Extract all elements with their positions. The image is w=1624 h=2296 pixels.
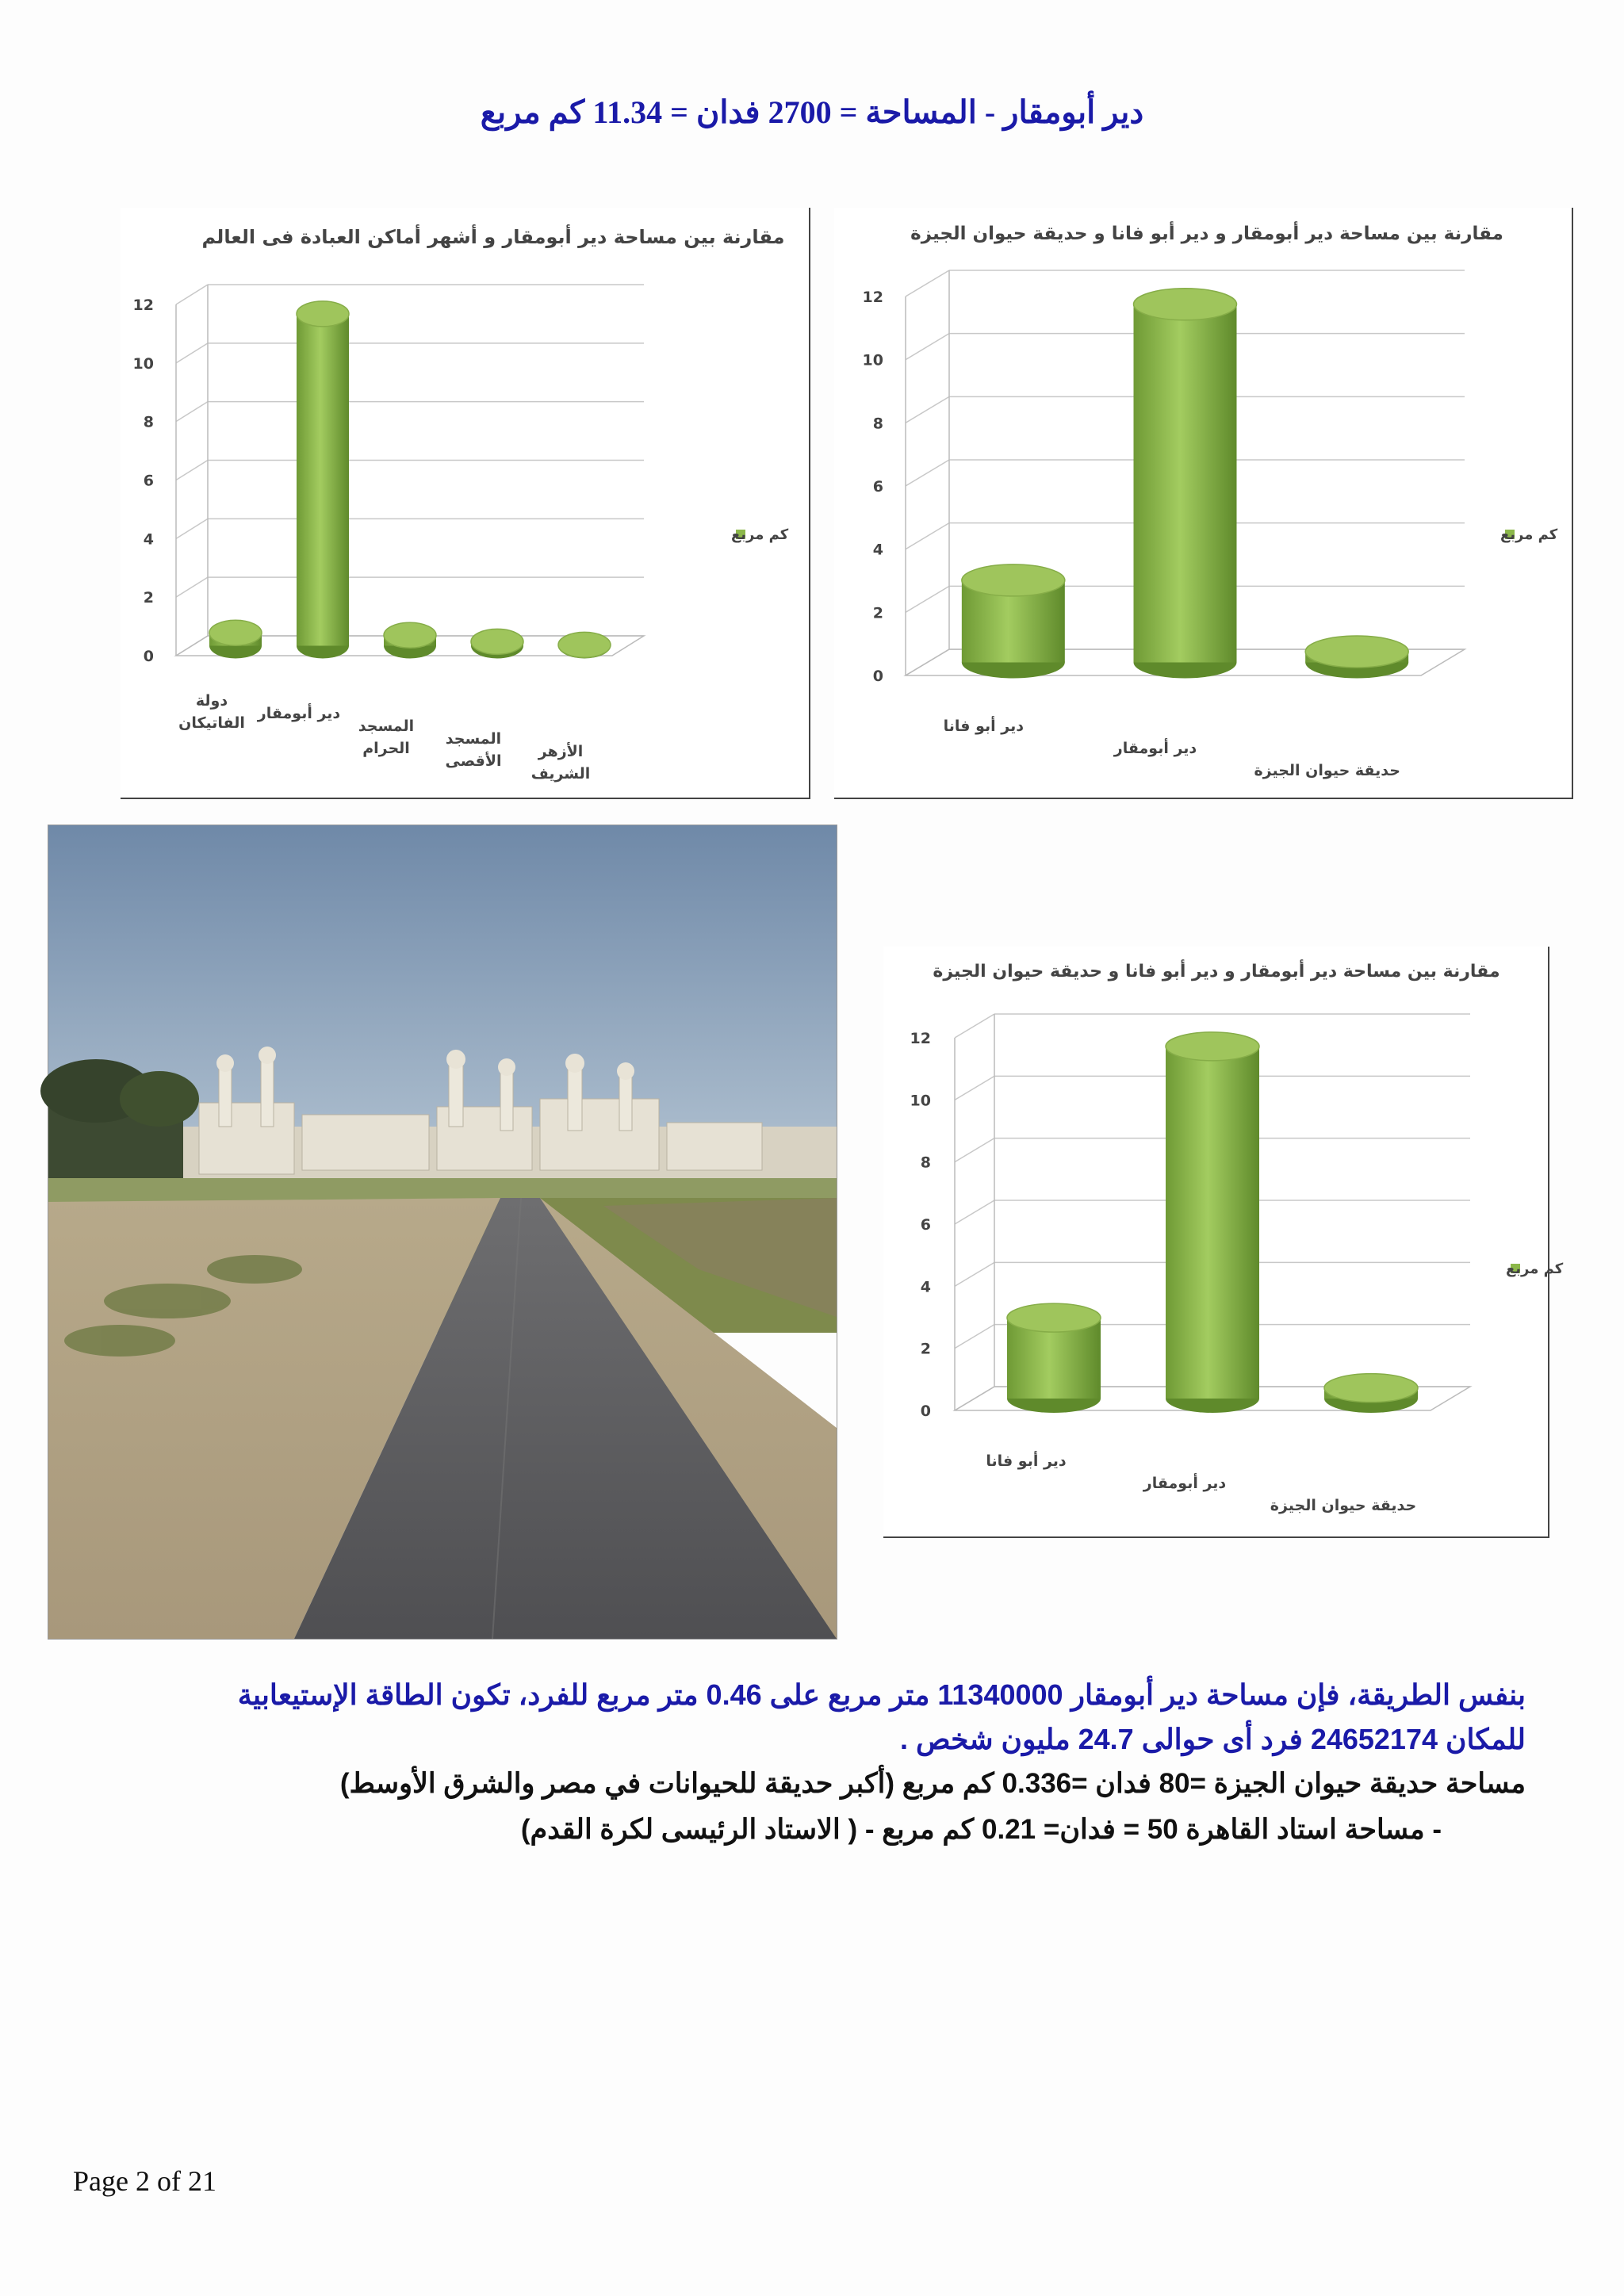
gridline-side <box>955 1325 994 1349</box>
chart-title: مقارنة بين مساحة دير أبومقار و دير أبو فانا و حديقة حيوان الجيزة <box>933 962 1500 982</box>
bar-top <box>384 622 436 648</box>
y-tick-label: 2 <box>872 604 883 622</box>
bar-top <box>471 629 523 654</box>
category-label: المسجد <box>445 730 502 748</box>
y-tick-label: 10 <box>132 354 154 373</box>
gridline-side <box>176 285 208 304</box>
gridline-side <box>955 1262 994 1286</box>
category-label: دير أبومقار <box>1143 1475 1227 1492</box>
y-tick-label: 4 <box>143 530 154 549</box>
chart-svg-2 <box>834 208 1572 798</box>
y-tick-label: 6 <box>143 472 154 490</box>
page-heading: دير أبومقار - المساحة = 2700 فدان = 11.34 كم مربع <box>480 94 1144 130</box>
y-tick-label: 10 <box>862 351 883 369</box>
gridline-side <box>906 586 949 612</box>
category-label: دير أبومقار <box>257 705 341 722</box>
chart-monasteries-zoo <box>834 208 1573 799</box>
y-tick-label: 4 <box>872 541 883 559</box>
capacity-line-2: للمكان 24652174 فرد أى حوالى 24.7 مليون شخص . <box>900 1723 1526 1755</box>
bar-top <box>1305 636 1408 668</box>
chart-title: مقارنة بين مساحة دير أبومقار و دير أبو فانا و حديقة حيوان الجيزة <box>910 224 1503 244</box>
gridline-side <box>955 1014 994 1038</box>
y-tick-label: 0 <box>920 1402 931 1420</box>
chart-worship-places <box>121 208 810 799</box>
gridline-side <box>955 1138 994 1162</box>
monastery-road-photo <box>48 825 837 1640</box>
y-tick-label: 12 <box>862 289 883 306</box>
capacity-line-1: بنفس الطريقة، فإن مساحة دير أبومقار 11340000 متر مربع على 0.46 متر مربع للفرد، تكون الطاقة الإستيعابية <box>237 1678 1526 1711</box>
y-tick-label: 8 <box>143 413 154 431</box>
category-label: المسجد <box>358 718 415 735</box>
y-tick-label: 2 <box>143 589 154 607</box>
gridline-side <box>906 270 949 297</box>
category-label: دير أبو فانا <box>986 1452 1067 1470</box>
y-tick-label: 6 <box>872 478 883 496</box>
chart-title: مقارنة بين مساحة دير أبومقار و أشهر أماكن العبادة فى العالم <box>201 226 785 248</box>
gridline-side <box>906 460 949 486</box>
category-label: دولة <box>195 692 228 710</box>
gridline-side <box>955 1076 994 1100</box>
category-label: الأزهر <box>538 743 584 760</box>
page-number: Page 2 of 21 <box>73 2165 216 2197</box>
legend-label: كم مربع <box>731 526 789 543</box>
category-label: دير أبو فانا <box>943 718 1025 735</box>
gridline-side <box>176 343 208 363</box>
category-label: الحرام <box>362 740 410 757</box>
bar-top <box>558 632 611 657</box>
category-label: الشريف <box>530 765 591 783</box>
gridline-side <box>176 577 208 597</box>
bar-top <box>962 564 1065 596</box>
photo-image <box>48 825 837 1639</box>
category-label: الأقصى <box>445 752 502 770</box>
bar-top <box>1324 1374 1418 1402</box>
bar <box>1166 1047 1259 1399</box>
category-label: الفاتيكان <box>178 714 245 732</box>
y-tick-label: 12 <box>910 1030 931 1047</box>
bar-top <box>1134 289 1237 320</box>
bar <box>297 314 349 646</box>
y-tick-label: 4 <box>920 1278 931 1296</box>
zoo-area-line: مساحة حديقة حيوان الجيزة =80 فدان =0.336 كم مربع (أكبر حديقة للحيوانات في مصر والشرق الأوسط) <box>339 1768 1526 1799</box>
gridline-side <box>906 334 949 360</box>
gridline-side <box>955 1200 994 1224</box>
category-label: حديقة حيوان الجيزة <box>1270 1497 1417 1514</box>
y-tick-label: 2 <box>920 1340 931 1358</box>
y-tick-label: 6 <box>920 1216 931 1234</box>
y-tick-label: 0 <box>143 648 154 665</box>
category-label: حديقة حيوان الجيزة <box>1254 762 1400 779</box>
gridline-side <box>906 396 949 423</box>
legend-label: كم مربع <box>1500 526 1558 543</box>
chart-svg-1 <box>121 208 809 798</box>
legend-label: كم مربع <box>1506 1261 1564 1277</box>
stadium-area-line: - مساحة استاد القاهرة 50 = فدان= 0.21 كم مربع - ( الاستاد الرئيسى لكرة القدم) <box>520 1814 1442 1845</box>
capacity-paragraph <box>98 1673 1526 1762</box>
gridline-side <box>906 523 949 549</box>
bar-top <box>297 301 349 327</box>
y-tick-label: 8 <box>920 1154 931 1172</box>
bar <box>1134 304 1237 663</box>
gridline-side <box>176 402 208 422</box>
y-tick-label: 12 <box>132 297 154 314</box>
gridline-side <box>176 519 208 538</box>
chart-monasteries-zoo-copy <box>883 947 1564 1538</box>
chart-svg-3 <box>883 947 1564 1536</box>
bar-top <box>1007 1303 1101 1332</box>
category-label: دير أبومقار <box>1113 740 1197 757</box>
y-tick-label: 8 <box>872 415 883 433</box>
bar-top <box>1166 1032 1259 1061</box>
gridline-side <box>176 461 208 480</box>
y-tick-label: 10 <box>910 1092 931 1110</box>
y-tick-label: 0 <box>872 668 883 685</box>
bar-top <box>209 620 262 645</box>
